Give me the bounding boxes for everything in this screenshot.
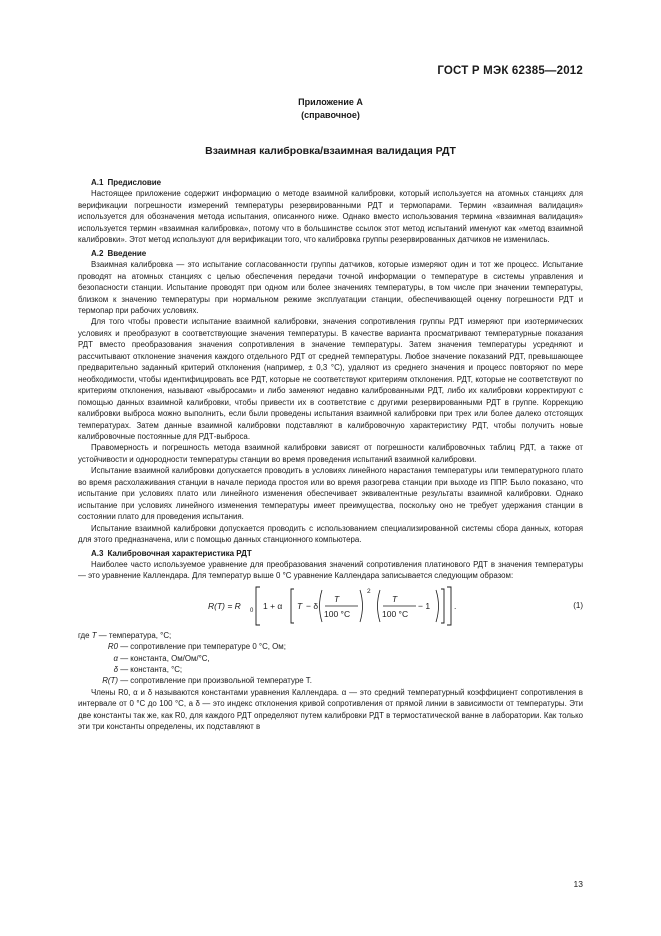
definition-row <box>78 653 583 664</box>
def-text: — сопротивление при произвольной температуре T. <box>118 676 312 686</box>
def-symbol: α <box>113 653 118 663</box>
eq-lhs: R(T) = R <box>208 600 241 611</box>
def-text: — сопротивление при температуре 0 °С, Ом; <box>118 642 286 652</box>
a2-paragraph-5: Испытание взаимной калибровки допускается проводить с использованием специализированной системы сбора данных, которая для этого предназначена, или с помощью данных станционного компьютера. <box>78 523 583 545</box>
eq-paren-open-2 <box>378 590 381 622</box>
a2-paragraph-2: Для того чтобы провести испытание взаимной калибровки, значения сопротивления группы РДТ измеряют при изотермических условиях и преобразуют в соответствующие значения температуры. В качестве варианта просматривают температурные показания РДТ вместо преобразования значения сопротивления в значение температуры. Затем значения температуры усредняют и рассчитывают отклонение значения каждого отдельного РДТ от средней температуры. Любое значение показаний РДТ, превышающее предварительно заданный критерий отклонения (например, ± 0,3 °С), удаляют из среднего значения и процесс повторяют по мере необходимости, чтобы идентифицировать все РДТ, которые не соответствуют критериям отклонения. РДТ, которые не соответствуют по критериям отклонения, называют «выбросами» и либо заменяют недавно калиброванными РДТ, либо их калибровки корректируют с помощью данных взаимной калибровки, чтобы привести их в соответствие с другими резервированными РДТ в группе. Коррекцию калибровки выброса можно выполнить, если были проведены испытания взаимной калибровки при трех или более далеко отстоящих температурах. Затем данные взаимной калибровки подставляют в калибровочную характеристику РДТ, чтобы получить новые калибровочные постоянные для РДТ-выброса. <box>78 317 583 441</box>
eq-paren-open-1 <box>320 590 323 622</box>
a1-number: А.1 <box>91 178 104 187</box>
eq-frac2-num: T <box>392 593 398 604</box>
a3-number: А.3 <box>91 548 104 558</box>
a2-paragraph-1: Взаимная калибровка — это испытание согласованности группы датчиков, которые измеряют один и тот же процесс. Испытание проводят на атомных станциях с целью обеспечения передачи точной информации о температуре в системы управления и безопасности станции. Испытание проводят при одном или более значениях температуры, в том числе при значении температуры, близком к значению температуры при нормальном режиме эксплуатации станции, обеспечивающей оценку погрешности РДТ и термопар при рабочих условиях. <box>78 260 583 315</box>
def-symbol: δ <box>113 665 118 675</box>
where-label: где <box>78 630 90 640</box>
standard-designation: ГОСТ Р МЭК 62385—2012 <box>437 65 583 77</box>
eq-t: T <box>297 600 303 611</box>
eq-frac1-den: 100 °C <box>324 608 351 619</box>
def-symbol: R(T) <box>102 676 118 686</box>
def-symbol: T <box>91 630 97 640</box>
a2-number: А.2 <box>91 248 104 258</box>
def-text: — температура, °С; <box>96 630 172 640</box>
definition-row <box>78 675 583 686</box>
a1-paragraph-1: Настоящее приложение содержит информацию о методе взаимной калибровки, который используется на атомных станциях для верификации погрешности измерений температуры резервированными РДТ и термопарами. Термин «взаимная валидация» используется для обозначения метода испытания, описанного ниже. Однако вместо использования термина «взаимная валидация» используется термин «взаимная калибровка», потому что в большинстве ссылок этот метод испытаний именуют как «метод взаимной калибровки». Этот метод используют для верификации того, что калибровка группы резервированных датчиков не изменилась. <box>78 189 583 245</box>
def-symbol: R0 <box>107 642 118 652</box>
eq-frac1-num: T <box>334 593 340 604</box>
eq-paren-close-1 <box>360 590 363 622</box>
symbol-definitions <box>78 630 583 687</box>
eq-bracket-right <box>447 587 451 625</box>
a1-heading-text: Предисловие <box>107 178 162 187</box>
a2-heading <box>78 248 583 259</box>
eq-bracket-inner-left <box>291 589 294 623</box>
eq-bracket-left <box>256 587 260 625</box>
a3-paragraph-1: Наиболее часто используемое уравнение для преобразования значений сопротивления платинового РДТ в значения температуры — это уравнение Каллендара. Для температур выше 0 °С уравнение Каллендара записывается следующим образом: <box>78 559 583 581</box>
def-text: — константа, Ом/Ом/°С, <box>118 653 210 663</box>
a2-paragraph-4: Испытание взаимной калибровки допускается проводить в условиях линейного нарастания температуры или температурного плато во время расхолаживания станции в начале периода простоя или во время разогрева станции при выходе из ППР. Было показано, что испытание при условиях плато или линейного изменения обеспечивает эквивалентные результаты взаимной калибровки. Однако испытание при условиях линейного изменения температуры имеет преимущества, поскольку оно не требует удержания станции в состоянии плато для проведения испытания. <box>78 466 583 522</box>
eq-paren-close-2 <box>436 590 439 622</box>
eq-minus-one: − 1 <box>418 600 431 611</box>
a2-heading-text: Введение <box>107 248 147 258</box>
eq-power: 2 <box>367 587 371 595</box>
a2-paragraph-3: Правомерность и погрешность метода взаимной калибровки зависят от погрешности калибровочных таблиц РДТ, а также от устойчивости и однородности температуры станции во время проведения испытаний взаимной калибровки. <box>78 443 583 464</box>
eq-frac2-den: 100 °C <box>382 608 409 619</box>
a3-heading <box>78 548 583 559</box>
eq-bracket-inner-right <box>441 589 444 623</box>
equation-graphic <box>208 582 508 630</box>
a3-paragraph-2: Члены R0, α и δ называются константами уравнения Каллендара. α — это средний температурный коэффициент сопротивления в интервале от 0 °С до 100 °С, а δ — это индекс отклонения кривой сопротивления от прямой линии в зависимости от температуры. Эти две константы так же, как R0, для каждого РДТ определяют путем калибровки РДТ в термостатической ванне в лаборатории. Как только эти три константы определены, их подставляют в <box>78 687 583 732</box>
annex-title: Приложение А <box>298 97 363 107</box>
def-text: — константа, °С; <box>118 665 183 675</box>
formula-number: (1) <box>573 600 583 610</box>
document-body <box>78 174 583 733</box>
section-title: Взаимная калибровка/взаимная валидация РДТ <box>205 145 456 157</box>
callendar-equation <box>78 582 583 630</box>
eq-one-plus-alpha: 1 + α <box>263 600 283 611</box>
page-number: 13 <box>573 879 583 889</box>
annex-type: (справочное) <box>301 110 360 120</box>
eq-period: . <box>454 600 457 611</box>
a1-heading <box>78 177 583 188</box>
eq-minus-delta: − δ <box>306 600 319 611</box>
definition-row <box>78 630 583 641</box>
a3-heading-text: Калибровочная характеристика РДТ <box>107 548 252 558</box>
eq-r0-sub: 0 <box>250 607 254 614</box>
definition-row <box>78 664 583 675</box>
definition-row <box>78 641 583 652</box>
